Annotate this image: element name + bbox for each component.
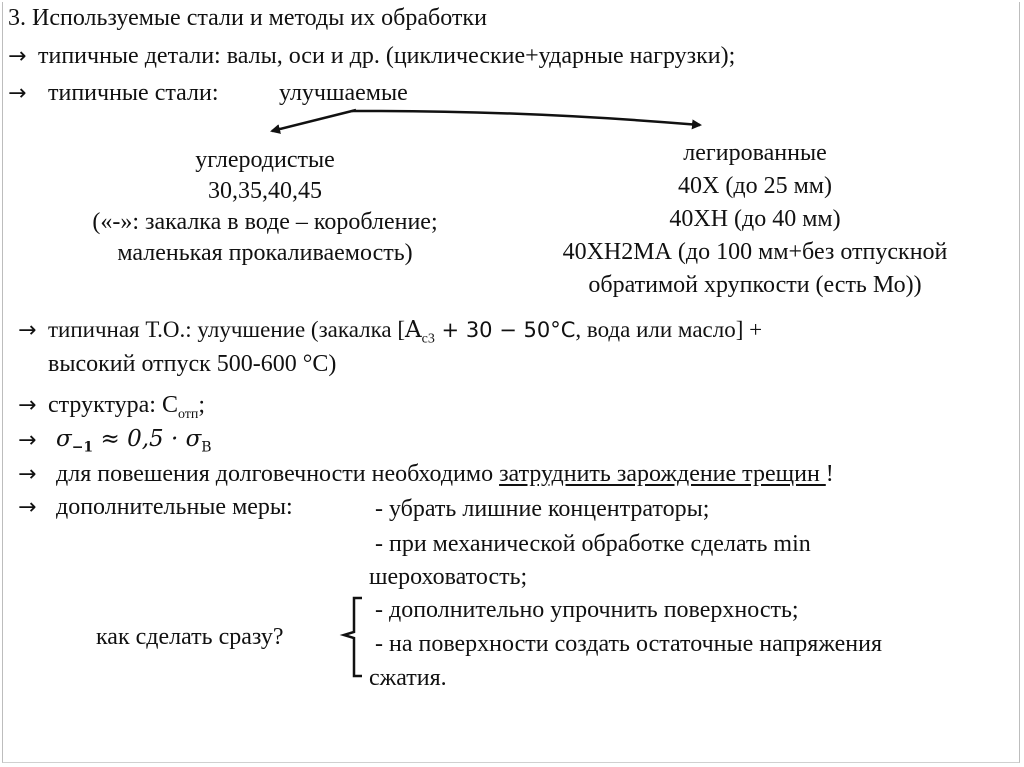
formula-sigma: σ [56,426,72,452]
arrow-right-icon: → [18,428,37,453]
treatment-prefix: типичная Т.О.: улучшение (закалка [ [48,317,406,342]
alloy-title: легированные [683,140,827,166]
formula-approx: ≈ 0,5 · σ [93,426,202,452]
carbon-grades: 30,35,40,45 [208,178,322,204]
alloy-grade-4: обратимой хрупкости (есть Мо)) [588,272,922,298]
alloy-grade-3: 40ХН2МА (до 100 мм+без отпускной [562,239,948,265]
treatment-line-2: высокий отпуск 500-600 °C) [48,351,337,377]
alloy-grade-2: 40ХН (до 40 мм) [669,206,841,232]
left-branch-arrow [272,110,356,131]
carbon-title: углеродистые [195,147,335,173]
carbon-steels-block [40,145,490,269]
typical-parts-line: типичные детали: валы, оси и др. (циклические+ударные нагрузки); [38,43,736,69]
measures-label: дополнительные меры: [56,494,293,520]
arrow-right-icon: → [18,495,37,520]
formula-sub-left: −1 [71,439,94,456]
durability-tail: ! [825,461,834,487]
measure-3: - дополнительно упрочнить поверхность; [375,597,799,623]
arrow-right-icon: → [8,44,27,69]
measure-4a: - на поверхности создать остаточные напряжения [375,631,882,657]
right-branch-arrow [352,111,700,125]
structure-suffix: ; [198,392,206,418]
formula-sub-right: B [201,439,212,456]
measure-2a: - при механической обработке сделать min [375,531,811,557]
structure-prefix: структура: С [48,392,178,418]
measure-1: - убрать лишние концентраторы; [375,496,710,522]
treatment-sub: c3 [421,331,435,347]
measure-4b: сжатия. [369,665,447,691]
arrow-right-icon: → [8,81,27,106]
alloy-steels-block [505,137,1005,302]
curly-brace-icon [344,598,362,676]
durability-text: для повешения долговечности необходимо [56,461,500,487]
question-text: как сделать сразу? [96,624,284,650]
durability-underlined: затруднить зарождение трещин [499,461,826,487]
treatment-line [48,316,762,354]
fatigue-formula [56,425,212,462]
durability-line [56,460,834,488]
treatment-suffix: , вода или масло] + [575,317,763,342]
treatment-a: A [405,317,422,343]
measure-2b: шероховатость; [369,564,528,590]
steels-type-text: улучшаемые [279,80,408,106]
carbon-note-2: маленькая прокаливаемость) [117,240,413,266]
arrow-right-icon: → [18,462,37,487]
arrow-right-icon: → [18,318,37,343]
structure-sub: отп [177,406,199,422]
arrow-right-icon: → [18,393,37,418]
structure-line [48,391,205,429]
slide-heading: 3. Используемые стали и методы их обработки [8,5,487,31]
treatment-range: + 30 − 50°C [434,318,576,342]
carbon-note-1: («-»: закалка в воде – коробление; [92,209,438,235]
typical-steels-label: типичные стали: [48,80,219,106]
alloy-grade-1: 40Х (до 25 мм) [678,173,832,199]
